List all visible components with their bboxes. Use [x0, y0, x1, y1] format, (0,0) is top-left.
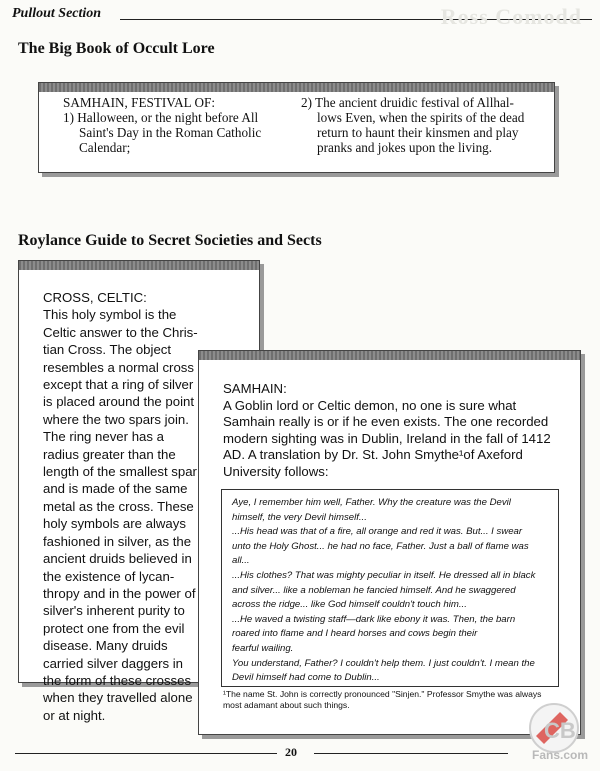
- quote-line: ...He waved a twisting staff—dark like ebony it was. Then, the barn: [232, 613, 516, 625]
- quote-line: Aye, I remember him well, Father. Why the creature was the Devil: [232, 497, 511, 508]
- celtic-line: the form of these crosses: [43, 672, 192, 688]
- col2-line: 2) The ancient druidic festival of Allhal-: [301, 95, 514, 110]
- footer-rule-right: [314, 753, 508, 754]
- page-number: 20: [285, 745, 297, 759]
- quote-line: across the ridge... like God himself couldn't touch him...: [232, 599, 467, 611]
- samhain-line: modern sighting was in Dublin, Ireland in the fall of 1412: [223, 430, 551, 446]
- celtic-line: ancient druids believed in: [43, 551, 192, 567]
- svg-text:CB: CB: [544, 718, 576, 743]
- celtic-line: the existence of lycan-: [43, 568, 175, 584]
- footnote-line: ¹The name St. John is correctly pronounced "Sinjen." Professor Smythe was always: [223, 689, 542, 699]
- celtic-line: CROSS, CELTIC:: [43, 290, 147, 305]
- celtic-line: Celtic answer to the Chris-: [43, 324, 198, 340]
- quote-line: Devil himself had come to Dublin...: [232, 672, 380, 684]
- celtic-line: radius greater than the: [43, 446, 176, 462]
- quote-line: and silver... like a nobleman he fancied himself. And he swaggered: [232, 584, 516, 596]
- col2-line: lows Even, when the spirits of the dead: [317, 110, 525, 125]
- samhain-line: Samhain really is or if he even exists. The one recorded: [223, 414, 549, 430]
- quote-line: himself, the very Devil himself...: [232, 511, 367, 523]
- celtic-line: resembles a normal cross: [43, 359, 194, 375]
- page-header: [12, 4, 592, 29]
- celtic-line: disease. Many druids: [43, 638, 168, 654]
- celtic-line: The ring never has a: [43, 429, 164, 445]
- celtic-line: where the two spars join.: [43, 411, 189, 427]
- witness-quote-box: [221, 489, 559, 687]
- celtic-line: except that a ring of silver: [43, 377, 194, 393]
- box-top-bar: [19, 261, 259, 270]
- celtic-line: carried silver daggers in: [43, 655, 183, 671]
- col1-line: 1) Halloween, or the night before All: [63, 110, 259, 125]
- book1-title: The Big Book of Occult Lore: [18, 40, 215, 57]
- footer-rule-left: [15, 753, 277, 754]
- celtic-line: This holy symbol is the: [43, 307, 177, 323]
- celtic-line: thropy and in the power of: [43, 585, 196, 601]
- watermark-text: Fans.com: [532, 748, 589, 762]
- col1-line: Calendar;: [79, 140, 131, 155]
- samhain-line: SAMHAIN:: [223, 381, 287, 396]
- box-top-bar: [39, 83, 554, 92]
- book1-entry-box: [38, 82, 555, 173]
- witness-quote: [232, 496, 556, 686]
- celtic-line: holy symbols are always: [43, 516, 186, 532]
- book2-title: Roylance Guide to Secret Societies and Sects: [18, 232, 322, 249]
- quote-line: fearful wailing.: [232, 642, 294, 654]
- quote-line: ...His head was that of a fire, all orange and red it was. But... I swear: [232, 526, 523, 538]
- celtic-line: or at night.: [43, 707, 106, 723]
- celtic-line: protect one from the evil: [43, 620, 185, 636]
- quote-line: ...His clothes? That was mighty peculiar in itself. He dressed all in black: [232, 569, 536, 581]
- col2-line: return to haunt their kinsmen and play: [317, 125, 519, 140]
- book1-col2: [301, 95, 551, 155]
- celtic-line: metal as the cross. These: [43, 498, 194, 514]
- samhain-line: A Goblin lord or Celtic demon, no one is sure what: [223, 397, 517, 413]
- quote-line: roared into flame and I heard horses and cows begin their: [232, 628, 478, 640]
- celtic-line: tian Cross. The object: [43, 342, 172, 358]
- celtic-line: is placed around the point: [43, 394, 195, 410]
- celtic-line: length of the smallest spar: [43, 464, 197, 480]
- box-top-bar: [199, 351, 580, 360]
- cb-logo-icon: [514, 698, 596, 766]
- col1-line: Saint's Day in the Roman Catholic: [79, 125, 262, 140]
- samhain-box: [198, 350, 581, 735]
- celtic-line: and is made of the same: [43, 481, 188, 497]
- col2-line: pranks and jokes upon the living.: [317, 140, 493, 155]
- footnote-line: most adamant about such things.: [223, 700, 350, 710]
- samhain-line: University follows:: [223, 463, 329, 479]
- quote-line: unto the Holy Ghost... he had no face, Father. Just a ball of flame was: [232, 540, 529, 552]
- celtic-line: when they travelled alone: [43, 690, 193, 706]
- section-label: Pullout Section: [12, 6, 102, 21]
- quote-line: You understand, Father? I couldn't help them. I just couldn't. I mean the: [232, 657, 535, 669]
- samhain-entry: [223, 381, 573, 481]
- celtic-line: fashioned in silver, as the: [43, 533, 192, 549]
- book1-col1: [63, 95, 303, 155]
- celtic-line: silver's inherent purity to: [43, 603, 185, 619]
- samhain-line: AD. A translation by Dr. St. John Smythe¹of Axeford: [223, 447, 523, 463]
- bleed-through-text: Ross Comodd: [440, 4, 582, 29]
- entry-head: SAMHAIN, FESTIVAL OF:: [63, 95, 216, 110]
- quote-line: all...: [232, 555, 250, 567]
